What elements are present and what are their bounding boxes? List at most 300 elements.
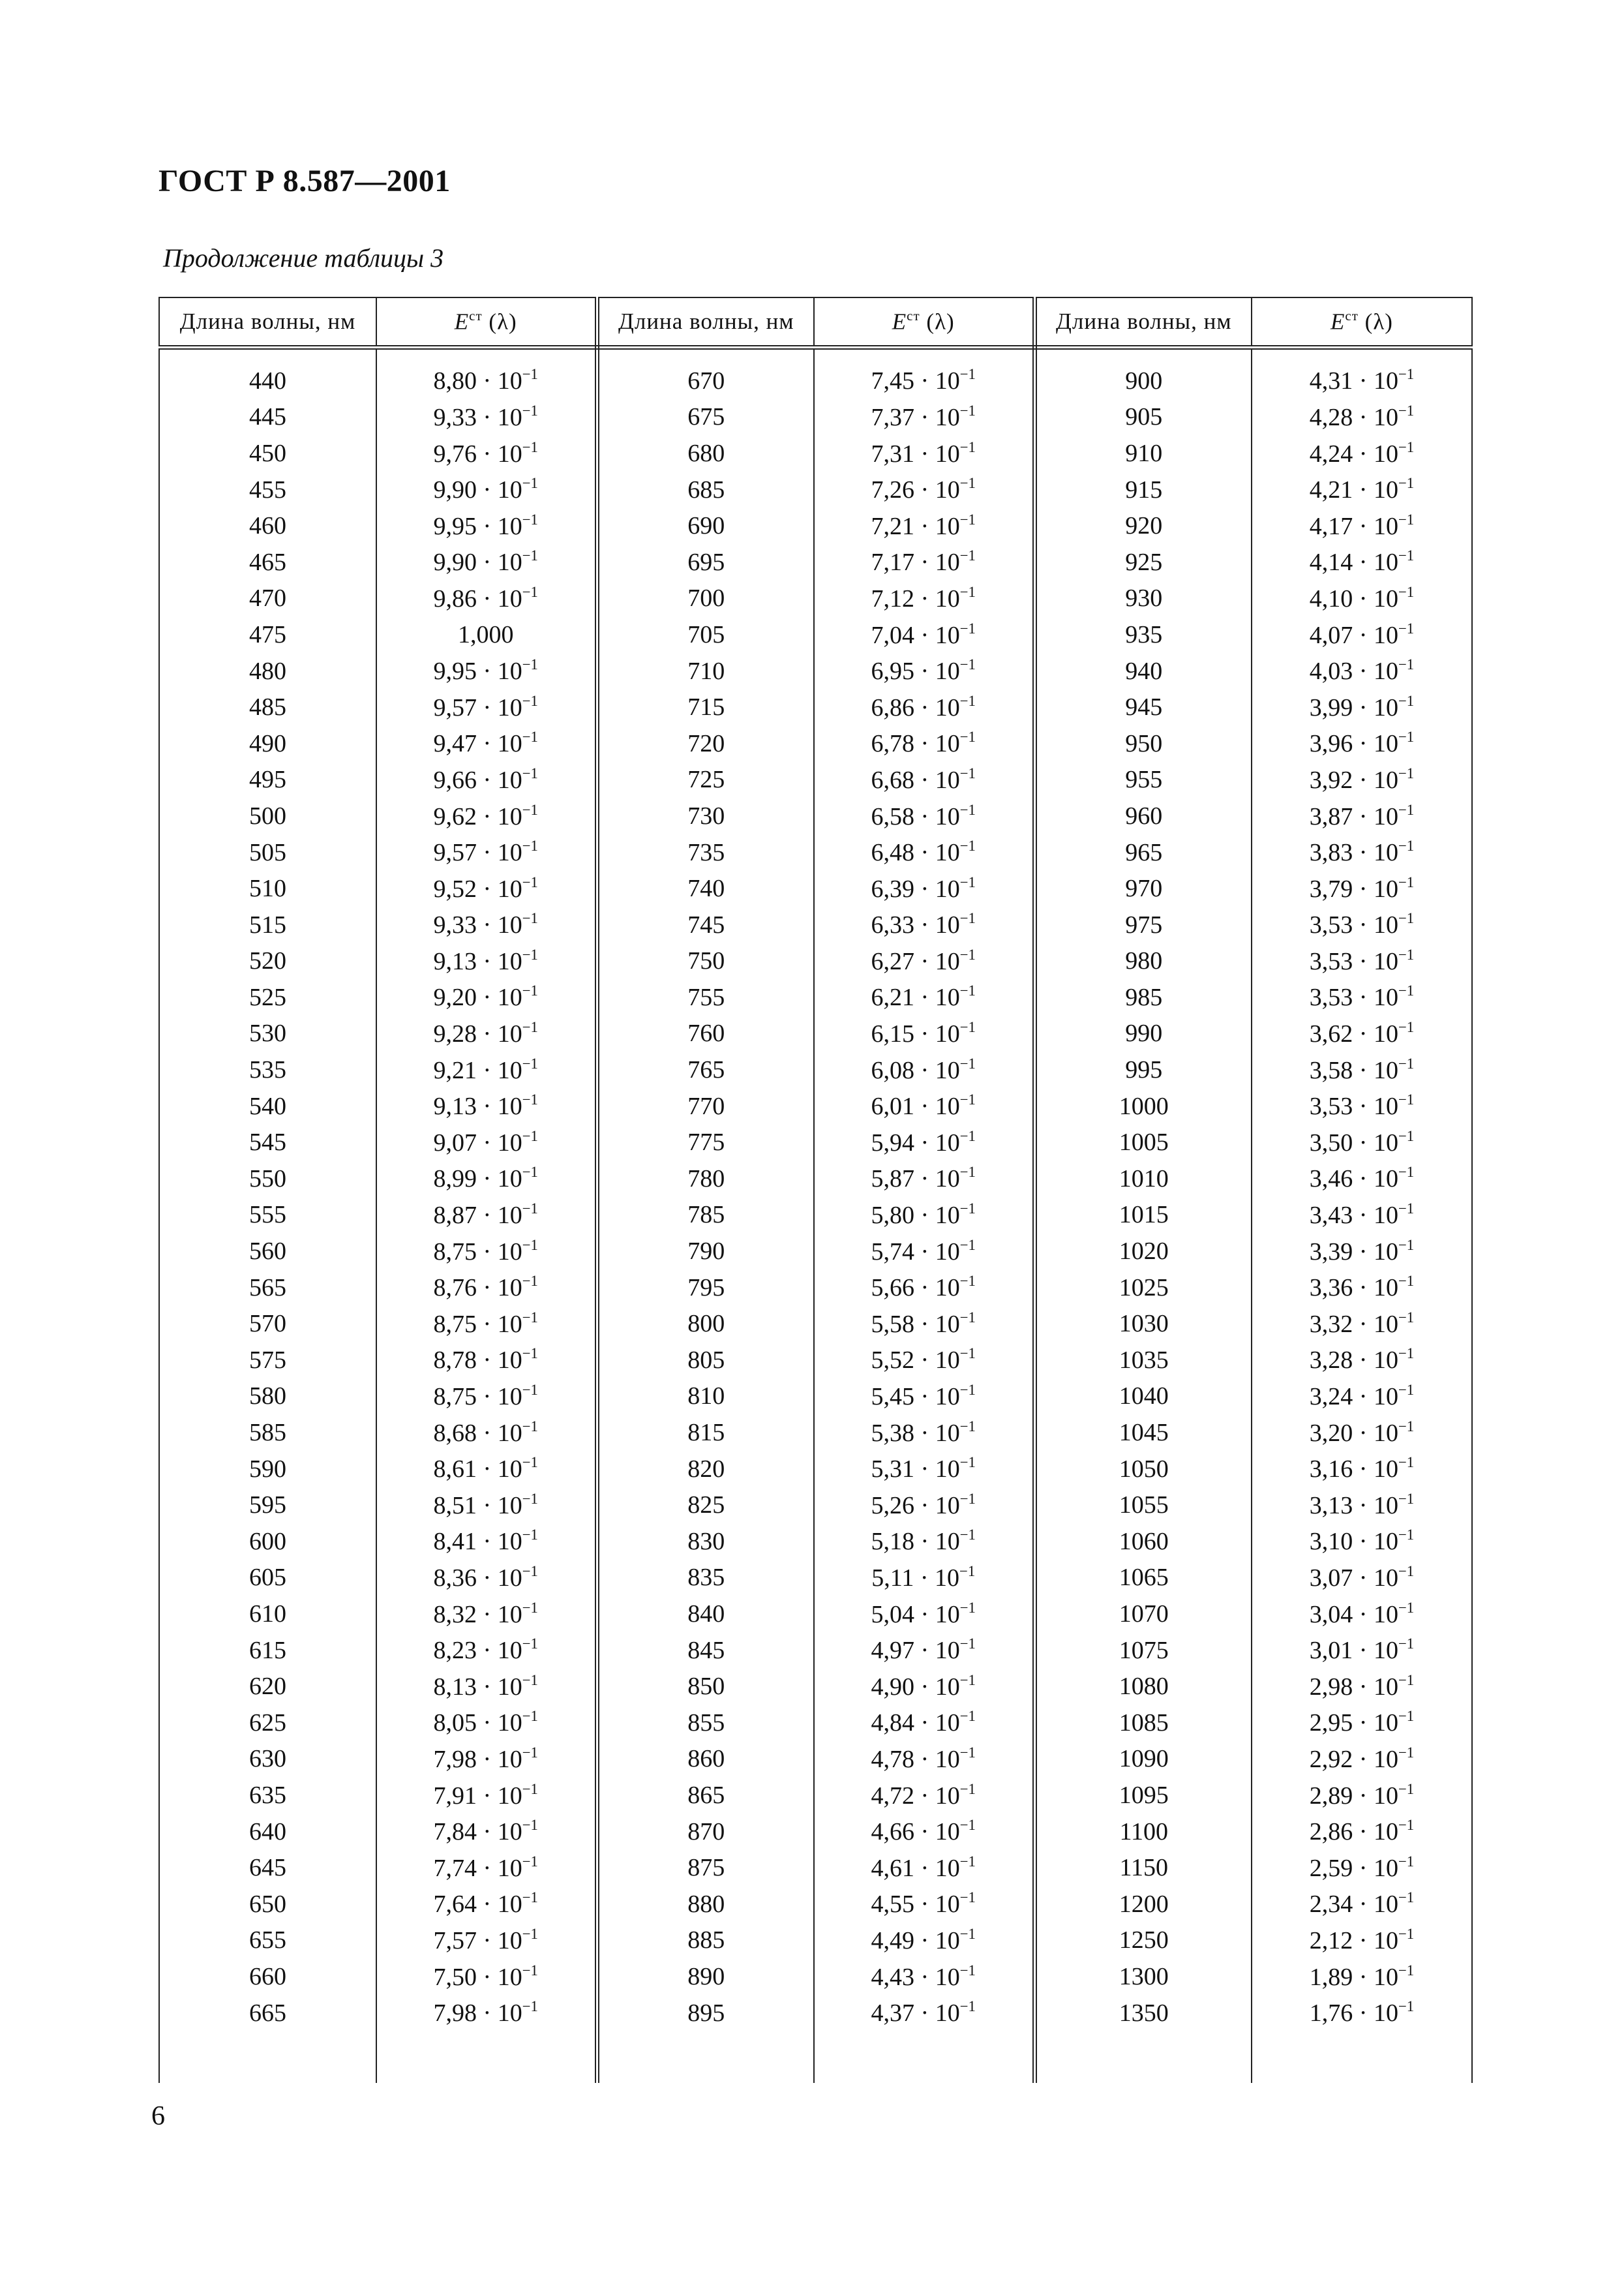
power-base: 10 [497,1274,522,1302]
value-mantissa: 4,43 [871,1963,915,1991]
power-base: 10 [497,802,522,830]
irradiance-value-cell [376,616,597,653]
irradiance-value-cell [1252,943,1472,980]
power-exponent: −1 [959,1853,976,1870]
power-exponent: −1 [959,1236,976,1253]
wavelength-cell: 690 [597,508,814,544]
power-base: 10 [935,1238,960,1266]
wavelength-cell: 905 [1034,399,1252,436]
table-row [159,1560,1472,1596]
power-base: 10 [935,911,960,939]
irradiance-value-cell [376,399,597,436]
value-mantissa: 2,59 [1309,1854,1353,1882]
wavelength-cell: 720 [597,725,814,762]
multiply-sign: · [1353,1564,1374,1592]
power-base: 10 [1373,1564,1398,1592]
power-base: 10 [935,1419,960,1447]
wavelength-cell: 1300 [1034,1958,1252,1995]
irradiance-value-cell [814,544,1034,581]
e-argument: (λ) [489,309,517,335]
wavelength-cell: 710 [597,653,814,690]
power-exponent: −1 [1398,620,1415,637]
irradiance-value-cell [814,508,1034,544]
table-row [159,907,1472,943]
multiply-sign: · [477,1999,498,2027]
multiply-sign: · [914,1926,935,1954]
value-mantissa: 7,64 [433,1891,477,1919]
irradiance-value-cell [1252,1741,1472,1778]
table-row [159,1305,1472,1342]
irradiance-value-cell [1252,1124,1472,1161]
table-header-row [159,297,1472,348]
irradiance-value-cell [1252,1560,1472,1596]
irradiance-value-cell [376,762,597,798]
power-base: 10 [935,1817,960,1845]
value-mantissa: 7,26 [871,476,915,504]
multiply-sign: · [914,875,935,903]
power-exponent: −1 [1398,1309,1415,1326]
power-exponent: −1 [1398,1382,1415,1399]
multiply-sign: · [477,1165,498,1193]
wavelength-cell: 550 [159,1161,376,1197]
power-base: 10 [497,1891,522,1919]
value-mantissa: 8,76 [433,1274,477,1302]
power-base: 10 [1373,1165,1398,1193]
multiply-sign: · [477,1129,498,1157]
spacer-cell [814,348,1034,363]
multiply-sign: · [914,1564,935,1592]
power-exponent: −1 [1398,1164,1415,1181]
value-mantissa: 4,78 [871,1745,915,1773]
power-base: 10 [1373,1491,1398,1519]
wavelength-cell: 625 [159,1705,376,1741]
wavelength-cell: 855 [597,1705,814,1741]
value-mantissa: 5,74 [871,1238,915,1266]
wavelength-cell: 630 [159,1741,376,1778]
table-row [159,1197,1472,1234]
power-exponent: −1 [959,366,976,383]
wavelength-cell: 465 [159,544,376,581]
value-mantissa: 3,01 [1309,1636,1353,1664]
power-base: 10 [935,512,960,540]
power-base: 10 [935,1600,960,1628]
wavelength-cell: 920 [1034,508,1252,544]
value-mantissa: 4,90 [871,1673,915,1701]
table-row [159,1632,1472,1669]
table-row [159,399,1472,436]
power-base: 10 [935,1310,960,1338]
wavelength-cell: 980 [1034,943,1252,980]
wavelength-cell: 745 [597,907,814,943]
power-exponent: −1 [959,1562,976,1579]
multiply-sign: · [914,512,935,540]
power-exponent: −1 [959,729,976,746]
value-mantissa: 9,13 [433,1093,477,1121]
power-exponent: −1 [1398,1273,1415,1290]
multiply-sign: · [1353,1274,1374,1302]
table-row [159,1777,1472,1814]
power-base: 10 [1373,1310,1398,1338]
multiply-sign: · [1353,730,1374,758]
value-mantissa: 8,05 [433,1709,477,1737]
power-exponent: −1 [959,765,976,782]
irradiance-value-cell [814,399,1034,436]
wavelength-cell: 715 [597,689,814,725]
power-exponent: −1 [522,1200,538,1217]
power-base: 10 [497,1564,522,1592]
value-mantissa: 7,98 [433,1745,477,1773]
table-row [159,1233,1472,1269]
wavelength-cell: 1055 [1034,1487,1252,1523]
wavelength-cell: 1040 [1034,1378,1252,1415]
power-base: 10 [1373,440,1398,468]
table-body [159,348,1472,2084]
multiply-sign: · [914,1817,935,1845]
wavelength-cell: 495 [159,762,376,798]
wavelength-cell: 520 [159,943,376,980]
power-exponent: −1 [959,1671,976,1688]
power-base: 10 [1373,1020,1398,1048]
wavelength-cell: 865 [597,1777,814,1814]
irradiance-value-cell [376,1741,597,1778]
value-mantissa: 7,91 [433,1782,477,1810]
filler-cell [1034,2031,1252,2083]
multiply-sign: · [914,766,935,794]
wavelength-cell: 580 [159,1378,376,1415]
power-base: 10 [1373,1346,1398,1374]
wavelength-cell: 620 [159,1668,376,1705]
irradiance-value-cell [376,1814,597,1850]
power-base: 10 [935,585,960,613]
power-exponent: −1 [522,402,538,419]
wavelength-cell: 995 [1034,1052,1252,1088]
table-row [159,1451,1472,1487]
power-base: 10 [1373,911,1398,939]
value-mantissa: 5,45 [871,1382,915,1410]
wavelength-cell: 615 [159,1632,376,1669]
power-base: 10 [497,1963,522,1991]
irradiance-value-cell [814,907,1034,943]
power-base: 10 [935,1165,960,1193]
irradiance-value-cell [1252,1233,1472,1269]
power-base: 10 [1373,875,1398,903]
power-exponent: −1 [959,1127,976,1144]
power-base: 10 [1373,730,1398,758]
multiply-sign: · [914,1673,935,1701]
wavelength-cell: 450 [159,435,376,472]
power-base: 10 [497,1999,522,2027]
value-mantissa: 3,53 [1309,1093,1353,1121]
power-exponent: −1 [522,1889,538,1906]
power-exponent: −1 [959,1817,976,1834]
power-exponent: −1 [959,402,976,419]
multiply-sign: · [914,1455,935,1483]
multiply-sign: · [477,1817,498,1845]
wavelength-cell: 480 [159,653,376,690]
wavelength-cell: 570 [159,1305,376,1342]
wavelength-cell: 1250 [1034,1922,1252,1959]
multiply-sign: · [914,838,935,866]
irradiance-value-cell [1252,581,1472,617]
wavelength-cell: 590 [159,1451,376,1487]
power-base: 10 [935,802,960,830]
multiply-sign: · [477,476,498,504]
power-base: 10 [497,911,522,939]
power-base: 10 [1373,1056,1398,1084]
multiply-sign: · [477,440,498,468]
power-exponent: −1 [959,1273,976,1290]
power-base: 10 [497,1419,522,1447]
irradiance-value-cell [814,1233,1034,1269]
irradiance-value-cell [1252,979,1472,1016]
value-mantissa: 5,31 [871,1455,915,1483]
multiply-sign: · [1353,1419,1374,1447]
value-mantissa: 6,27 [871,947,915,975]
wavelength-cell: 545 [159,1124,376,1161]
irradiance-value-cell [1252,544,1472,581]
multiply-sign: · [477,911,498,939]
multiply-sign: · [1353,1093,1374,1121]
multiply-sign: · [914,1600,935,1628]
value-mantissa: 3,99 [1309,693,1353,721]
power-exponent: −1 [959,1780,976,1797]
table-row [159,1016,1472,1052]
multiply-sign: · [477,1891,498,1919]
multiply-sign: · [914,1709,935,1737]
irradiance-value-cell [1252,1378,1472,1415]
value-mantissa: 8,23 [433,1636,477,1664]
irradiance-value-cell [376,1197,597,1234]
value-mantissa: 4,84 [871,1709,915,1737]
wavelength-cell: 770 [597,1088,814,1125]
irradiance-value-cell [1252,1414,1472,1451]
multiply-sign: · [914,1636,935,1664]
irradiance-value-cell [814,1088,1034,1125]
value-mantissa: 8,75 [433,1238,477,1266]
power-exponent: −1 [1398,838,1415,855]
power-base: 10 [935,657,960,685]
power-exponent: −1 [1398,1562,1415,1579]
wavelength-cell: 1085 [1034,1705,1252,1741]
wavelength-cell: 670 [597,363,814,399]
wavelength-cell: 1060 [1034,1523,1252,1560]
irradiance-value-cell [376,834,597,871]
value-mantissa: 8,99 [433,1165,477,1193]
value-mantissa: 7,31 [871,440,915,468]
power-exponent: −1 [522,1780,538,1797]
power-exponent: −1 [1398,1091,1415,1108]
value-mantissa: 4,97 [871,1636,915,1664]
irradiance-value-cell [376,1632,597,1669]
multiply-sign: · [1353,476,1374,504]
power-exponent: −1 [959,1454,976,1471]
spacer-cell [159,348,376,363]
wavelength-cell: 935 [1034,616,1252,653]
multiply-sign: · [1353,1817,1374,1845]
wavelength-cell: 1050 [1034,1451,1252,1487]
power-base: 10 [497,1310,522,1338]
multiply-sign: · [914,1310,935,1338]
irradiance-value-cell [814,798,1034,834]
power-base: 10 [935,1999,960,2027]
irradiance-value-cell [376,1414,597,1451]
power-exponent: −1 [1398,475,1415,492]
power-base: 10 [497,984,522,1012]
table-row [159,1342,1472,1378]
power-base: 10 [1373,512,1398,540]
value-mantissa: 3,46 [1309,1165,1353,1193]
value-mantissa: 5,18 [871,1528,915,1556]
power-base: 10 [1373,1129,1398,1157]
wavelength-cell: 730 [597,798,814,834]
power-base: 10 [497,730,522,758]
irradiance-value-cell [814,1487,1034,1523]
value-mantissa: 3,07 [1309,1564,1353,1592]
power-exponent: −1 [959,1019,976,1036]
value-mantissa: 3,13 [1309,1491,1353,1519]
multiply-sign: · [914,1782,935,1810]
value-mantissa: 4,21 [1309,476,1353,504]
irradiance-value-cell [1252,1596,1472,1632]
irradiance-value-cell [814,1197,1034,1234]
power-base: 10 [1373,1419,1398,1447]
value-mantissa: 6,86 [871,693,915,721]
power-base: 10 [935,549,960,577]
table-row [159,1596,1472,1632]
multiply-sign: · [477,766,498,794]
irradiance-value-cell [1252,653,1472,690]
power-exponent: −1 [959,692,976,709]
irradiance-value-cell [376,1124,597,1161]
multiply-sign: · [1353,1891,1374,1919]
wavelength-cell: 1100 [1034,1814,1252,1850]
multiply-sign: · [914,476,935,504]
power-base: 10 [497,403,522,431]
multiply-sign: · [477,1419,498,1447]
irradiance-value-cell [376,1088,597,1125]
power-base: 10 [497,947,522,975]
irradiance-value-cell [814,834,1034,871]
power-base: 10 [497,1020,522,1048]
power-exponent: −1 [959,475,976,492]
irradiance-value-cell [376,1233,597,1269]
multiply-sign: · [1353,875,1374,903]
wavelength-cell: 1150 [1034,1849,1252,1886]
irradiance-value-cell [814,472,1034,508]
value-mantissa: 4,14 [1309,549,1353,577]
multiply-sign: · [1353,403,1374,431]
power-base: 10 [1373,1455,1398,1483]
table-row [159,1814,1472,1850]
wavelength-cell: 1090 [1034,1741,1252,1778]
power-base: 10 [935,1709,960,1737]
power-base: 10 [497,1600,522,1628]
power-base: 10 [935,875,960,903]
power-exponent: −1 [522,1382,538,1399]
wavelength-cell: 930 [1034,581,1252,617]
wavelength-cell: 680 [597,435,814,472]
power-base: 10 [497,1926,522,1954]
table-spacer-row [159,348,1472,363]
multiply-sign: · [1353,1201,1374,1229]
wavelength-cell: 1350 [1034,1995,1252,2031]
table-row [159,798,1472,834]
irradiance-value-cell [376,1886,597,1922]
value-mantissa: 3,53 [1309,984,1353,1012]
power-exponent: −1 [1398,1345,1415,1362]
multiply-sign: · [914,693,935,721]
multiply-sign: · [1353,838,1374,866]
power-exponent: −1 [959,1091,976,1108]
power-exponent: −1 [1398,765,1415,782]
irradiance-value-cell [1252,399,1472,436]
irradiance-value-cell [814,1958,1034,1995]
value-mantissa: 3,39 [1309,1238,1353,1266]
table-row [159,1088,1472,1125]
multiply-sign: · [477,984,498,1012]
irradiance-value-cell [376,1342,597,1378]
multiply-sign: · [477,1382,498,1410]
spectral-irradiance-table [158,297,1473,2083]
irradiance-value-cell [376,725,597,762]
multiply-sign: · [1353,621,1374,649]
irradiance-value-cell [1252,689,1472,725]
value-mantissa: 7,45 [871,367,915,395]
irradiance-value-cell [1252,1849,1472,1886]
value-mantissa: 8,41 [433,1528,477,1556]
value-mantissa: 8,68 [433,1419,477,1447]
power-base: 10 [934,1564,959,1592]
e-argument: (λ) [926,309,955,335]
multiply-sign: · [1353,657,1374,685]
power-exponent: −1 [522,1853,538,1870]
header-wavelength-2: Длина волны, нм [597,297,814,348]
multiply-sign: · [477,1926,498,1954]
power-base: 10 [497,1238,522,1266]
wavelength-cell: 525 [159,979,376,1016]
irradiance-value-cell [814,1995,1034,2031]
power-base: 10 [1373,1673,1398,1701]
value-mantissa: 9,95 [433,512,477,540]
power-base: 10 [935,367,960,395]
wavelength-cell: 955 [1034,762,1252,798]
multiply-sign: · [477,1238,498,1266]
value-mantissa: 8,32 [433,1600,477,1628]
filler-cell [814,2031,1034,2083]
power-base: 10 [935,1020,960,1048]
wavelength-cell: 1005 [1034,1124,1252,1161]
value-mantissa: 2,89 [1309,1782,1353,1810]
wavelength-cell: 455 [159,472,376,508]
value-mantissa: 7,57 [433,1926,477,1954]
multiply-sign: · [477,1020,498,1048]
wavelength-cell: 835 [597,1560,814,1596]
wavelength-cell: 765 [597,1052,814,1088]
power-base: 10 [497,1346,522,1374]
value-mantissa: 3,10 [1309,1528,1353,1556]
value-mantissa: 9,07 [433,1129,477,1157]
wavelength-cell: 645 [159,1849,376,1886]
spacer-cell [1034,348,1252,363]
power-base: 10 [935,1455,960,1483]
table-row [159,1995,1472,2031]
power-base: 10 [497,838,522,866]
power-base: 10 [935,476,960,504]
wavelength-cell: 810 [597,1378,814,1415]
power-base: 10 [935,1782,960,1810]
irradiance-value-cell [814,581,1034,617]
value-mantissa: 3,16 [1309,1455,1353,1483]
